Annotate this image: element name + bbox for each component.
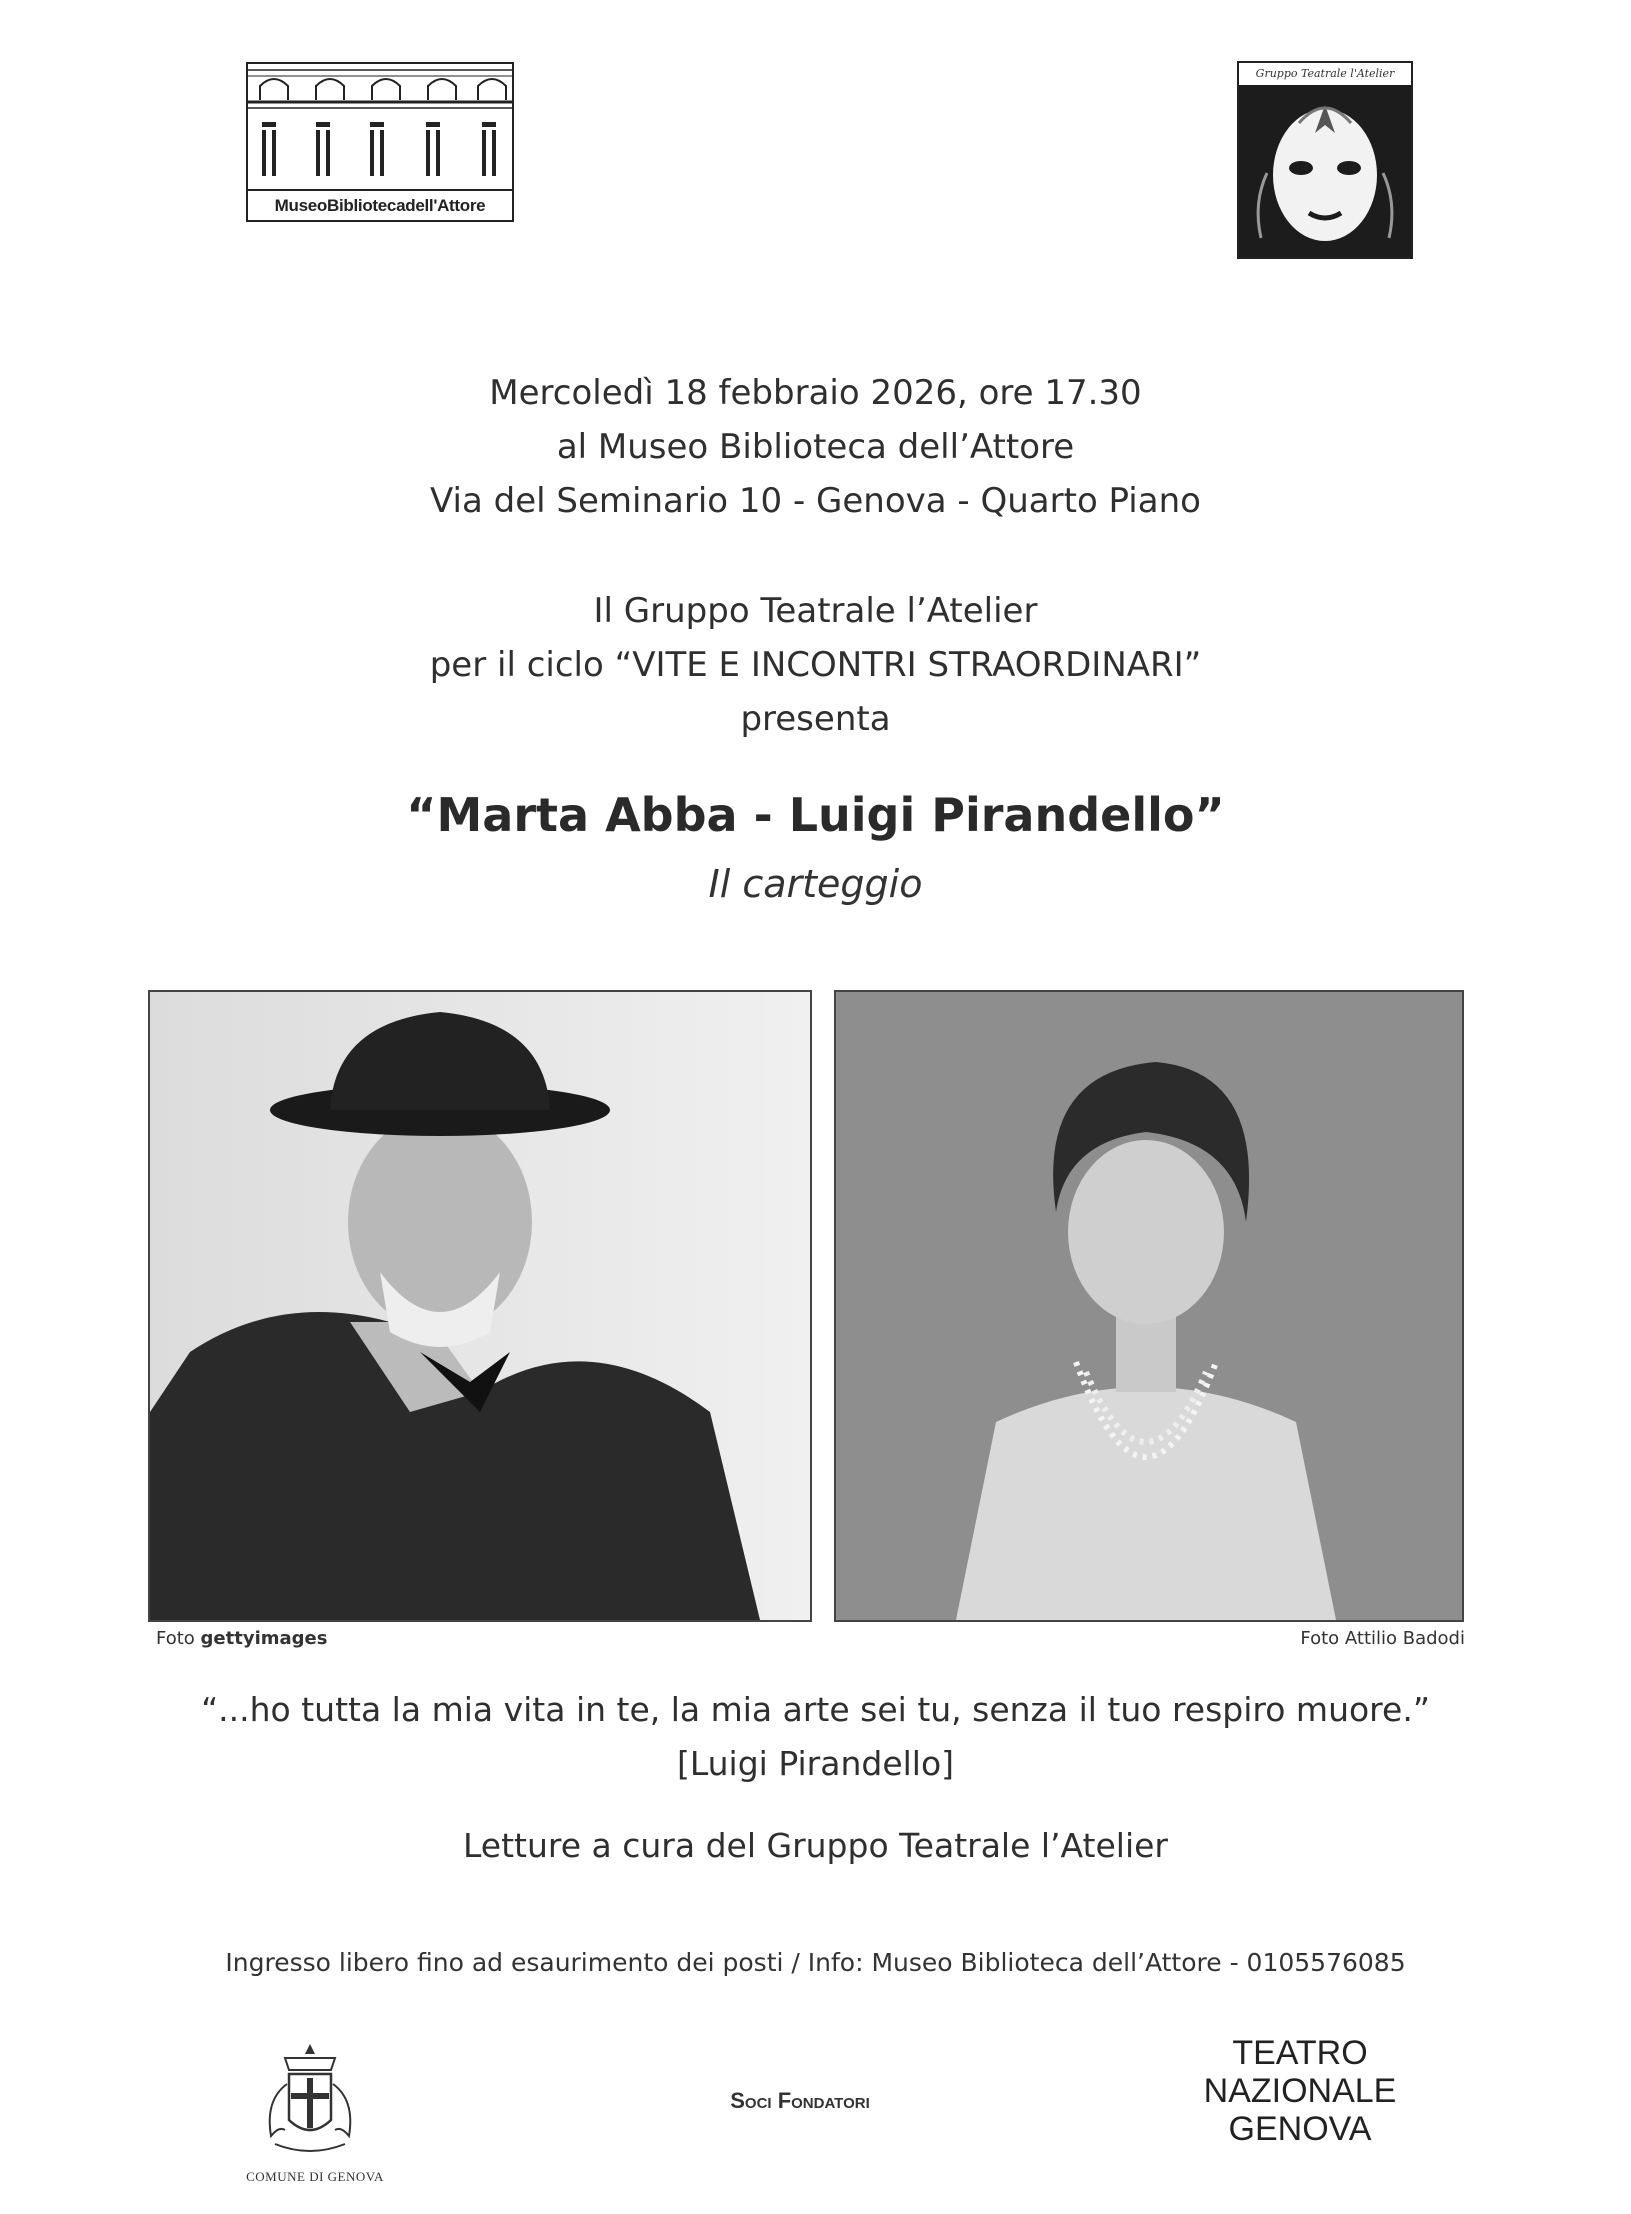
readings-credit: Letture a cura del Gruppo Teatrale l’Atelier [463, 1826, 1168, 1865]
caption-prefix: Foto [156, 1628, 201, 1649]
event-place: al Museo Biblioteca dell’Attore [556, 427, 1075, 467]
event-title: “Marta Abba - Luigi Pirandello” [406, 788, 1225, 842]
teatro-logo-line3: GENOVA [1228, 2110, 1372, 2148]
presenta-text: presenta [740, 699, 891, 739]
atelier-logo-caption: Gruppo Teatrale l'Atelier [1239, 63, 1411, 85]
event-subtitle: Il carteggio [708, 862, 923, 906]
quote-author: [Luigi Pirandello] [676, 1744, 955, 1783]
atelier-mask-logo [1237, 61, 1413, 259]
caption-brand: gettyimages [200, 1628, 328, 1649]
event-date: Mercoledì 18 febbraio 2026, ore 17.30 [489, 373, 1142, 413]
presenter: Il Gruppo Teatrale l’Atelier [593, 591, 1038, 631]
event-address: Via del Seminario 10 - Genova - Quarto Piano [430, 481, 1201, 521]
quote-text: “...ho tutta la mia vita in te, la mia arte sei tu, senza il tuo respiro muore.” [201, 1690, 1430, 1729]
teatro-logo-line2: NAZIONALE [1203, 2072, 1397, 2110]
photo-marta-abba [834, 990, 1464, 1622]
photo-pirandello [148, 990, 812, 1622]
admission-info: Ingresso libero fino ad esaurimento dei posti / Info: Museo Biblioteca dell’Attore - 0105576085 [225, 1948, 1406, 1977]
teatro-nazionale-genova-logo [1180, 2034, 1420, 2148]
comune-caption: COMUNE DI GENOVA [246, 2169, 384, 2184]
soci-fondatori: Soci Fondatori [730, 2088, 870, 2113]
museo-logo-text: MuseoBibliotecadell'Attore [274, 196, 486, 215]
series-name: per il ciclo “VITE E INCONTRI STRAORDINARI” [429, 645, 1202, 685]
teatro-logo-line1: TEATRO [1232, 2034, 1368, 2072]
comune-genova-crest-icon [255, 2040, 365, 2164]
photo-left-caption [156, 1628, 327, 1649]
photo-right-caption: Foto Attilio Badodi [1300, 1628, 1465, 1649]
